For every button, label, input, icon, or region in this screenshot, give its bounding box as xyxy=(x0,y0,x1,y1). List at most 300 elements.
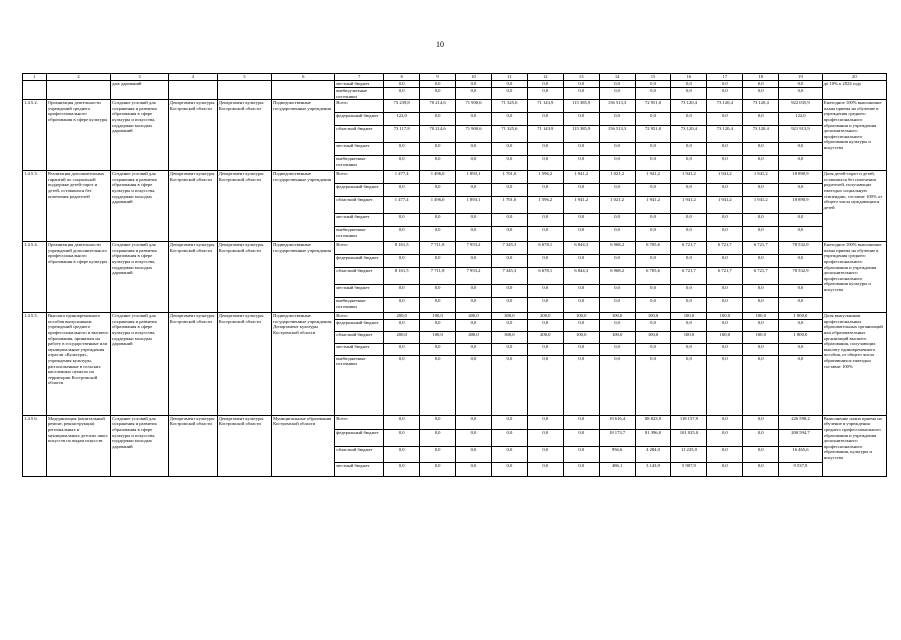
amount-cell: 0,0 xyxy=(635,255,671,268)
amount-cell: 0,0 xyxy=(599,355,635,415)
amount-cell: 0,0 xyxy=(563,319,599,331)
amount-cell: 0,0 xyxy=(743,88,779,100)
amount-cell: 6 721,7 xyxy=(743,242,779,255)
amount-cell: 0,0 xyxy=(456,446,492,462)
amount-cell: 6 968,2 xyxy=(599,268,635,285)
amount-cell: 0,0 xyxy=(671,143,707,156)
amount-cell: 0,0 xyxy=(563,429,599,446)
amount-cell: 73 120,4 xyxy=(671,126,707,143)
amount-cell: 0,0 xyxy=(635,343,671,355)
amount-cell: 0,0 xyxy=(743,415,779,429)
amount-cell: 100,0 xyxy=(743,331,779,343)
amount-cell: 6 678,1 xyxy=(527,268,563,285)
amount-cell: 0,0 xyxy=(527,343,563,355)
amount-cell: 118 157,9 xyxy=(671,415,707,429)
amount-cell: 1 596,2 xyxy=(527,197,563,214)
funding-source: внебюд-жетные источники xyxy=(335,88,384,100)
item-number: 1.4.5.5. xyxy=(23,313,47,416)
amount-cell: 1 800,0 xyxy=(779,331,823,343)
column-number: 11 xyxy=(491,74,527,81)
amount-cell: 0,0 xyxy=(491,319,527,331)
amount-cell: 0,0 xyxy=(491,88,527,100)
amount-cell: 3 143,9 xyxy=(635,462,671,476)
amount-cell: 0,0 xyxy=(743,184,779,197)
amount-cell: 0,0 xyxy=(779,143,823,156)
amount-cell: 70 214,6 xyxy=(420,100,456,113)
funding-source: местный бюджет xyxy=(335,343,384,355)
item-responsible: Департамент культуры Костромской области xyxy=(168,100,217,171)
funding-source: внебюджетные источники xyxy=(335,298,384,313)
amount-cell: 0,0 xyxy=(743,462,779,476)
funding-source: местный бюджет xyxy=(335,143,384,156)
amount-cell: 0,0 xyxy=(779,88,823,100)
column-number: 2 xyxy=(46,74,110,81)
amount-cell: 16 465,6 xyxy=(779,446,823,462)
amount-cell: 6 721,7 xyxy=(707,242,743,255)
amount-cell: 100,0 xyxy=(671,313,707,320)
funding-source: внебюджетные источники xyxy=(335,355,384,415)
amount-cell: 486,1 xyxy=(599,462,635,476)
amount-cell: 9 537,9 xyxy=(779,462,823,476)
amount-cell: 0,0 xyxy=(491,462,527,476)
item-number: 1.4.5.6. xyxy=(23,415,47,476)
amount-cell: 400,0 xyxy=(456,331,492,343)
funding-source: местный бюджет xyxy=(335,285,384,298)
amount-cell: 7 345,3 xyxy=(491,242,527,255)
amount-cell: 1 941,2 xyxy=(707,197,743,214)
amount-cell: 18 890,9 xyxy=(779,197,823,214)
amount-cell: 0,0 xyxy=(635,143,671,156)
amount-cell: 0,0 xyxy=(707,113,743,126)
amount-cell: 71 143,9 xyxy=(527,100,563,113)
amount-cell: 0,0 xyxy=(599,298,635,313)
amount-cell: 0,0 xyxy=(671,355,707,415)
amount-cell: 0,0 xyxy=(563,462,599,476)
amount-cell: 100,0 xyxy=(599,331,635,343)
amount-cell: 6 721,7 xyxy=(671,242,707,255)
amount-cell: 122,0 xyxy=(779,113,823,126)
funding-source: внебюджетные источники xyxy=(335,227,384,242)
amount-cell: 0,0 xyxy=(456,214,492,227)
amount-cell: 0,0 xyxy=(384,184,420,197)
amount-cell: 0,0 xyxy=(384,355,420,415)
amount-cell: 0,0 xyxy=(491,113,527,126)
amount-cell: 0,0 xyxy=(563,88,599,100)
amount-cell: 0,0 xyxy=(491,156,527,171)
amount-cell: 0,0 xyxy=(491,214,527,227)
amount-cell: 4 284,0 xyxy=(635,446,671,462)
amount-cell: 0,0 xyxy=(420,355,456,415)
amount-cell: 0,0 xyxy=(456,415,492,429)
amount-cell: 0,0 xyxy=(707,343,743,355)
funding-source: федеральный бюджет xyxy=(335,319,384,331)
amount-cell: 72 951,0 xyxy=(635,100,671,113)
item-recipient: Подведомственные государственные учреждения xyxy=(272,171,335,242)
amount-cell: 0,0 xyxy=(707,143,743,156)
amount-cell: 0,0 xyxy=(635,156,671,171)
amount-cell: 0,0 xyxy=(456,255,492,268)
funding-source: областной бюджет xyxy=(335,268,384,285)
amount-cell: 0,0 xyxy=(779,285,823,298)
amount-cell: 0,0 xyxy=(527,156,563,171)
amount-cell: 0,0 xyxy=(599,81,635,88)
amount-cell: 1 941,2 xyxy=(563,197,599,214)
amount-cell: 0,0 xyxy=(456,319,492,331)
amount-cell: 0,0 xyxy=(563,298,599,313)
item-result: Ежегодное 100% выполнение плана приема на обучение в учреждения среднего профессионального образования и учреждения дополнительного профессионального образования культуры и искусства xyxy=(822,100,886,171)
amount-cell: 0,0 xyxy=(384,298,420,313)
amount-cell: 0,0 xyxy=(491,298,527,313)
amount-cell: 0,0 xyxy=(671,156,707,171)
amount-cell: 0,0 xyxy=(563,227,599,242)
amount-cell: 0,0 xyxy=(779,227,823,242)
amount-cell: 6 968,2 xyxy=(599,242,635,255)
amount-cell: 6 721,7 xyxy=(671,268,707,285)
amount-cell: 0,0 xyxy=(420,462,456,476)
amount-cell: 0,0 xyxy=(599,227,635,242)
amount-cell: 88 823,9 xyxy=(635,415,671,429)
amount-cell: 1 496,0 xyxy=(420,171,456,184)
amount-cell: 0,0 xyxy=(671,227,707,242)
column-number: 3 xyxy=(111,74,169,81)
amount-cell: 0,0 xyxy=(563,143,599,156)
amount-cell: 0,0 xyxy=(671,319,707,331)
amount-cell: 0,0 xyxy=(635,184,671,197)
amount-cell: 200,0 xyxy=(527,313,563,320)
item-responsible: Департамент культуры Костромской области xyxy=(168,313,217,416)
item-recipient: Подведомственные государственные учреждения xyxy=(272,100,335,171)
amount-cell: 6 705,6 xyxy=(635,268,671,285)
amount-cell: 0,0 xyxy=(743,319,779,331)
amount-cell: 115 385,9 xyxy=(563,100,599,113)
amount-cell: 7 711,8 xyxy=(420,268,456,285)
amount-cell: 6 678,1 xyxy=(527,242,563,255)
amount-cell: 0,0 xyxy=(779,81,823,88)
funding-source: местный бюджет xyxy=(335,81,384,88)
amount-cell: 78 532,9 xyxy=(779,268,823,285)
amount-cell: 0,0 xyxy=(456,143,492,156)
amount-cell: 0,0 xyxy=(563,285,599,298)
column-number: 14 xyxy=(599,74,635,81)
amount-cell: 0,0 xyxy=(420,255,456,268)
item-number: 1.4.5.2. xyxy=(23,100,47,171)
amount-cell: 0,0 xyxy=(420,319,456,331)
column-number: 6 xyxy=(272,74,335,81)
amount-cell: 0,0 xyxy=(599,214,635,227)
amount-cell: 0,0 xyxy=(707,429,743,446)
amount-cell: 0,0 xyxy=(420,214,456,227)
page-number: 10 xyxy=(436,40,444,49)
column-number: 4 xyxy=(168,74,217,81)
item-number xyxy=(23,81,47,100)
amount-cell: 100,0 xyxy=(563,331,599,343)
amount-cell: 1 021,2 xyxy=(599,197,635,214)
amount-cell: 1 941,2 xyxy=(563,171,599,184)
amount-cell: 0,0 xyxy=(527,143,563,156)
amount-cell: 0,0 xyxy=(779,156,823,171)
amount-cell: 0,0 xyxy=(384,143,420,156)
column-number: 5 xyxy=(217,74,271,81)
amount-cell: 5 907,9 xyxy=(671,462,707,476)
amount-cell: 0,0 xyxy=(599,255,635,268)
funding-source: Всего xyxy=(335,242,384,255)
amount-cell: 100,0 xyxy=(420,313,456,320)
amount-cell: 0,0 xyxy=(491,343,527,355)
amount-cell: 71 900,6 xyxy=(456,126,492,143)
amount-cell: 0,0 xyxy=(707,184,743,197)
amount-cell: 0,0 xyxy=(384,214,420,227)
funding-source: местный бюджет xyxy=(335,214,384,227)
amount-cell: 0,0 xyxy=(743,255,779,268)
amount-cell: 0,0 xyxy=(707,81,743,88)
amount-cell: 0,0 xyxy=(384,156,420,171)
amount-cell: 73 120,4 xyxy=(671,100,707,113)
amount-cell: 0,0 xyxy=(779,298,823,313)
amount-cell: 0,0 xyxy=(707,156,743,171)
amount-cell: 1 941,2 xyxy=(743,171,779,184)
amount-cell: 0,0 xyxy=(384,255,420,268)
item-participant xyxy=(217,81,271,100)
funding-source: федеральный бюджет xyxy=(335,113,384,126)
amount-cell: 0,0 xyxy=(456,298,492,313)
amount-cell: 0,0 xyxy=(743,81,779,88)
amount-cell: 100,0 xyxy=(707,313,743,320)
budget-table xyxy=(22,73,887,477)
amount-cell: 0,0 xyxy=(743,355,779,415)
amount-cell: 100,0 xyxy=(707,331,743,343)
amount-cell: 1 941,2 xyxy=(635,197,671,214)
funding-source: федеральный бюджет xyxy=(335,255,384,268)
amount-cell: 8 161,5 xyxy=(384,268,420,285)
amount-cell: 0,0 xyxy=(420,143,456,156)
amount-cell: 100,0 xyxy=(635,313,671,320)
amount-cell: 0,0 xyxy=(707,446,743,462)
amount-cell: 73 120,4 xyxy=(743,126,779,143)
funding-source: Всего xyxy=(335,171,384,184)
item-recipient: Подведомственные государственные учреждения, Департамент культуры Костромской области xyxy=(272,313,335,416)
amount-cell: 0,0 xyxy=(563,184,599,197)
amount-cell: 0,0 xyxy=(491,446,527,462)
amount-cell: 0,0 xyxy=(420,343,456,355)
amount-cell: 0,0 xyxy=(491,227,527,242)
amount-cell: 0,0 xyxy=(707,298,743,313)
amount-cell: 6 844,3 xyxy=(563,268,599,285)
amount-cell: 1 021,2 xyxy=(599,171,635,184)
column-number: 7 xyxy=(335,74,384,81)
amount-cell: 1 941,2 xyxy=(707,171,743,184)
amount-cell: 200 594,7 xyxy=(779,429,823,446)
amount-cell: 0,0 xyxy=(707,462,743,476)
item-name: Модернизация (капитальный ремонт, реконструкция) региональных и муниципальных детских школ искусств по видам искусств xyxy=(46,415,110,476)
amount-cell: 6 705,6 xyxy=(635,242,671,255)
amount-cell: 0,0 xyxy=(456,156,492,171)
amount-cell: 78 532,9 xyxy=(779,242,823,255)
item-result: Доля выпускников профессиональных образовательных организаций или образовательных организаций высшего образования, получающих выплату единовременного пособия, от общего числа обратившихся ежегодно составит 100% xyxy=(822,313,886,416)
amount-cell: 0,0 xyxy=(599,88,635,100)
amount-cell: 0,0 xyxy=(599,156,635,171)
amount-cell: 0,0 xyxy=(420,227,456,242)
amount-cell: 0,0 xyxy=(527,429,563,446)
amount-cell: 0,0 xyxy=(456,88,492,100)
item-recipient: Подведомственные государственные учреждения xyxy=(272,242,335,313)
item-result: Выполнение плана приема на обучение в учреждения среднего профессионального образования и учреждения дополнительного профессионального образования, культуры и искусства xyxy=(822,415,886,476)
amount-cell: 0,0 xyxy=(563,255,599,268)
amount-cell: 0,0 xyxy=(491,81,527,88)
item-number: 1.4.5.4. xyxy=(23,242,47,313)
amount-cell: 0,0 xyxy=(563,355,599,415)
amount-cell: 0,0 xyxy=(635,81,671,88)
item-responsible: Департамент культуры Костромской области xyxy=(168,171,217,242)
amount-cell: 0,0 xyxy=(384,81,420,88)
amount-cell: 0,0 xyxy=(635,319,671,331)
item-recipient xyxy=(272,81,335,100)
amount-cell: 100,0 xyxy=(563,313,599,320)
amount-cell: 0,0 xyxy=(743,285,779,298)
column-number: 15 xyxy=(635,74,671,81)
amount-cell: 100,0 xyxy=(599,313,635,320)
amount-cell: 0,0 xyxy=(527,227,563,242)
amount-cell: 0,0 xyxy=(779,355,823,415)
amount-cell: 400,0 xyxy=(456,313,492,320)
amount-cell: 0,0 xyxy=(420,446,456,462)
item-goal: Создание условий для сохранения и развития образования в сфере культуры и искусства, поддержки молодых дарований xyxy=(111,242,169,313)
column-number: 19 xyxy=(779,74,823,81)
amount-cell: 0,0 xyxy=(671,113,707,126)
amount-cell: 0,0 xyxy=(743,156,779,171)
amount-cell: 1 941,2 xyxy=(671,171,707,184)
amount-cell: 0,0 xyxy=(707,255,743,268)
item-participant: Департамент культуры Костромской области xyxy=(217,242,271,313)
amount-cell: 0,0 xyxy=(707,214,743,227)
amount-cell: 0,0 xyxy=(527,298,563,313)
amount-cell: 0,0 xyxy=(420,88,456,100)
amount-cell: 1 941,2 xyxy=(743,197,779,214)
item-participant: Департамент культуры Костромской области xyxy=(217,100,271,171)
amount-cell: 0,0 xyxy=(384,429,420,446)
amount-cell: 0,0 xyxy=(563,113,599,126)
amount-cell: 0,0 xyxy=(456,429,492,446)
column-number: 18 xyxy=(743,74,779,81)
item-goal: дых дарований xyxy=(111,81,169,100)
amount-cell: 0,0 xyxy=(671,88,707,100)
amount-cell: 200,0 xyxy=(384,331,420,343)
funding-source: областной бюджет xyxy=(335,446,384,462)
amount-cell: 1 701,0 xyxy=(491,197,527,214)
item-recipient: Муниципальные образования Костромской области xyxy=(272,415,335,476)
amount-cell: 73 120,4 xyxy=(707,100,743,113)
item-name: Выплата единовременного пособия выпускникам учреждений среднего профессионального и высшего образования, принятым на работу в государственные или муниципальные учреждения отрасли «Культура», учреждения культуры, расположенные в сельских населенных пунктах на территории Костромской области xyxy=(46,313,110,416)
amount-cell: 0,0 xyxy=(671,285,707,298)
amount-cell: 0,0 xyxy=(671,81,707,88)
amount-cell: 0,0 xyxy=(384,415,420,429)
amount-cell: 0,0 xyxy=(527,319,563,331)
funding-source: Всего xyxy=(335,100,384,113)
amount-cell: 921 913,9 xyxy=(779,126,823,143)
amount-cell: 0,0 xyxy=(599,113,635,126)
amount-cell: 8 161,5 xyxy=(384,242,420,255)
amount-cell: 0,0 xyxy=(743,429,779,446)
amount-cell: 0,0 xyxy=(456,81,492,88)
amount-cell: 156 513,3 xyxy=(599,126,635,143)
amount-cell: 0,0 xyxy=(599,319,635,331)
amount-cell: 956,6 xyxy=(599,446,635,462)
amount-cell: 0,0 xyxy=(707,88,743,100)
amount-cell: 0,0 xyxy=(420,429,456,446)
amount-cell: 0,0 xyxy=(743,227,779,242)
amount-cell: 0,0 xyxy=(527,184,563,197)
amount-cell: 1 893,1 xyxy=(456,197,492,214)
amount-cell: 73 117,8 xyxy=(384,126,420,143)
item-participant: Департамент культуры Костромской области xyxy=(217,415,271,476)
amount-cell: 0,0 xyxy=(635,355,671,415)
amount-cell: 0,0 xyxy=(527,355,563,415)
amount-cell: 0,0 xyxy=(491,143,527,156)
column-number: 16 xyxy=(671,74,707,81)
amount-cell: 100,0 xyxy=(671,331,707,343)
funding-source: Всего xyxy=(335,415,384,429)
amount-cell: 11 225,0 xyxy=(671,446,707,462)
amount-cell: 226 598,2 xyxy=(779,415,823,429)
amount-cell: 0,0 xyxy=(527,113,563,126)
amount-cell: 0,0 xyxy=(707,355,743,415)
amount-cell: 1 800,0 xyxy=(779,313,823,320)
amount-cell: 0,0 xyxy=(779,319,823,331)
amount-cell: 1 496,0 xyxy=(420,197,456,214)
amount-cell: 0,0 xyxy=(456,462,492,476)
funding-source: внебюджетные источники xyxy=(335,156,384,171)
amount-cell: 0,0 xyxy=(563,81,599,88)
amount-cell: 73 120,4 xyxy=(743,100,779,113)
amount-cell: 0,0 xyxy=(743,298,779,313)
item-goal: Создание условий для сохранения и развития образования в сфере культуры и искусства, поддержки молодых дарований xyxy=(111,100,169,171)
amount-cell: 0,0 xyxy=(420,415,456,429)
amount-cell: 100,0 xyxy=(743,313,779,320)
amount-cell: 18 890,9 xyxy=(779,171,823,184)
amount-cell: 122,0 xyxy=(384,113,420,126)
amount-cell: 0,0 xyxy=(635,88,671,100)
amount-cell: 1 596,2 xyxy=(527,171,563,184)
funding-source: федеральный бюджет xyxy=(335,184,384,197)
amount-cell: 0,0 xyxy=(527,255,563,268)
amount-cell: 0,0 xyxy=(671,298,707,313)
amount-cell: 0,0 xyxy=(599,343,635,355)
amount-cell: 0,0 xyxy=(527,88,563,100)
amount-cell: 81 396,0 xyxy=(635,429,671,446)
amount-cell: 0,0 xyxy=(420,81,456,88)
amount-cell: 72 951,0 xyxy=(635,126,671,143)
amount-cell: 0,0 xyxy=(635,113,671,126)
amount-cell: 101 025,0 xyxy=(671,429,707,446)
amount-cell: 70 214,6 xyxy=(420,126,456,143)
amount-cell: 300,0 xyxy=(491,313,527,320)
column-number: 1 xyxy=(23,74,47,81)
amount-cell: 300,0 xyxy=(491,331,527,343)
amount-cell: 71 325,6 xyxy=(491,100,527,113)
amount-cell: 1 893,1 xyxy=(456,171,492,184)
amount-cell: 0,0 xyxy=(420,184,456,197)
amount-cell: 0,0 xyxy=(743,113,779,126)
item-result: Ежегодное 100% выполнение плана приема на обучение в учреждения среднего профессионального образования и учреждения дополнительного профессионального образования культуры и искусства xyxy=(822,242,886,313)
amount-cell: 0,0 xyxy=(527,81,563,88)
amount-cell: 0,0 xyxy=(671,214,707,227)
item-result: до 10% к 2024 году xyxy=(822,81,886,100)
amount-cell: 0,0 xyxy=(456,285,492,298)
amount-cell: 0,0 xyxy=(707,319,743,331)
amount-cell: 7 953,2 xyxy=(456,242,492,255)
amount-cell: 0,0 xyxy=(456,184,492,197)
amount-cell: 0,0 xyxy=(384,319,420,331)
table-row xyxy=(23,242,887,255)
